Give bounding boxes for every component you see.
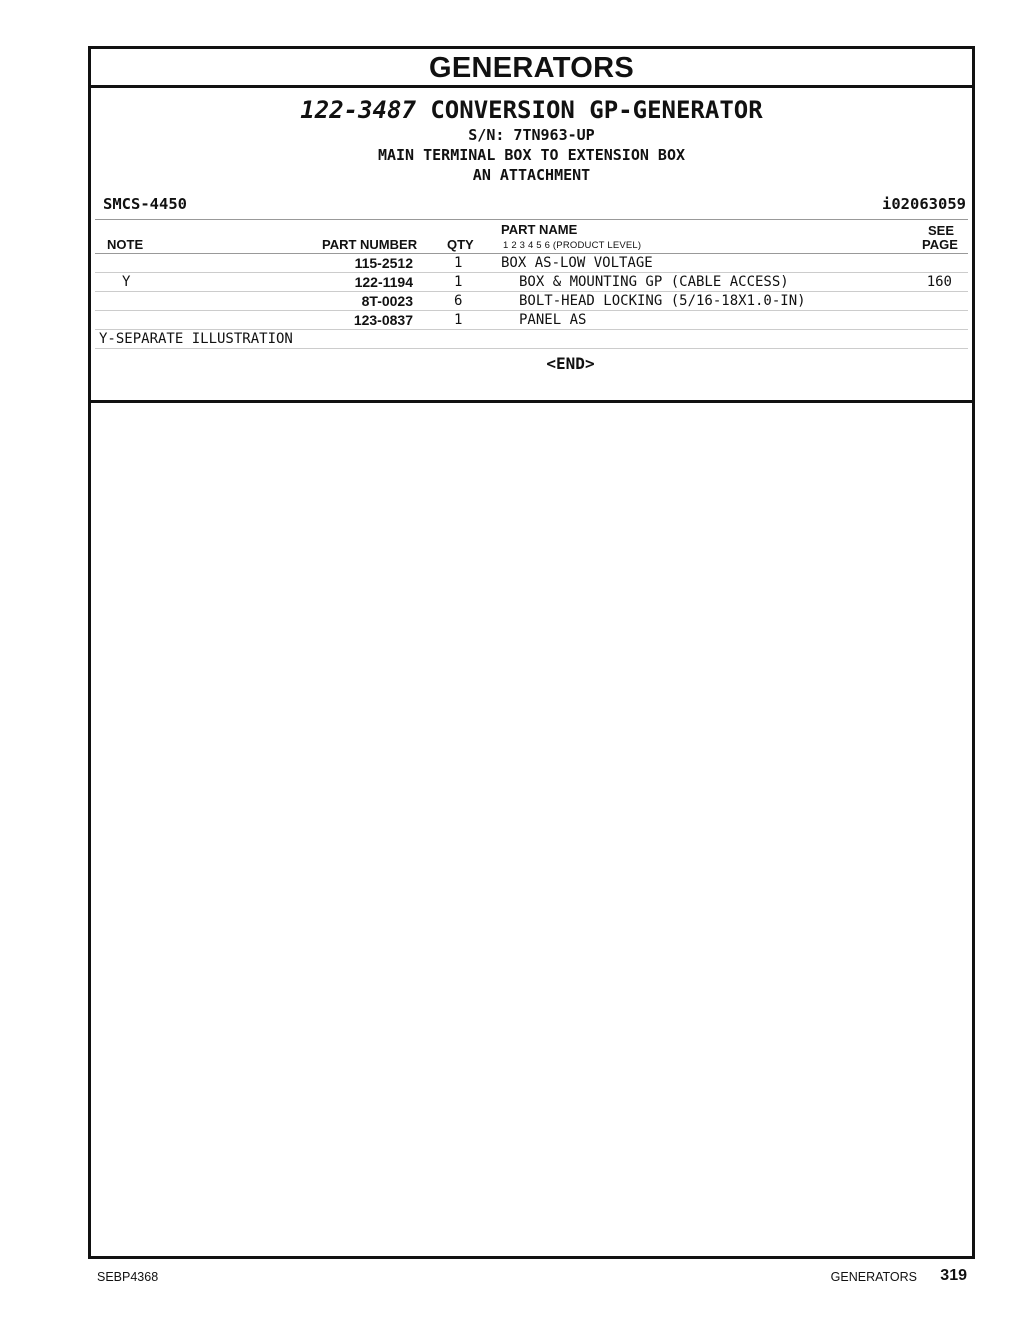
parts-header-block — [91, 95, 972, 403]
footnote-row — [95, 330, 968, 349]
table-row — [95, 311, 968, 330]
row-part-name: PANEL AS — [519, 312, 587, 328]
row-part-number: 123-0837 — [353, 312, 413, 328]
group-heading — [91, 95, 972, 125]
header-note: NOTE — [107, 237, 144, 252]
row-part-name: BOLT-HEAD LOCKING (5/16-18X1.0-IN) — [519, 293, 806, 309]
header-qty: QTY — [447, 237, 474, 252]
section-title: GENERATORS — [91, 49, 972, 88]
row-see-page: 160 — [926, 274, 952, 290]
serial-range: S/N: 7TN963-UP — [468, 126, 595, 144]
document-number: SEBP4368 — [97, 1270, 159, 1284]
end-marker: <END> — [546, 354, 595, 373]
row-part-name: BOX & MOUNTING GP (CABLE ACCESS) — [519, 274, 789, 290]
description-line-2: AN ATTACHMENT — [472, 166, 591, 184]
header-see: SEE — [928, 223, 955, 238]
row-qty: 6 — [454, 293, 463, 309]
table-header — [95, 219, 968, 254]
header-part-name: PART NAME — [501, 222, 578, 237]
row-part-name: BOX AS-LOW VOLTAGE — [501, 255, 653, 271]
row-qty: 1 — [454, 255, 463, 271]
table-row — [95, 254, 968, 273]
group-name: CONVERSION GP-GENERATOR — [430, 96, 763, 124]
table-row — [95, 273, 968, 292]
row-part-number: 122-1194 — [354, 274, 413, 290]
row-part-number: 8T-0023 — [361, 293, 413, 309]
row-qty: 1 — [454, 312, 463, 328]
page-number: 319 — [940, 1267, 967, 1284]
header-page: PAGE — [922, 237, 958, 252]
table-row — [95, 292, 968, 311]
parts-table — [95, 219, 968, 373]
description-line-1: MAIN TERMINAL BOX TO EXTENSION BOX — [377, 146, 686, 164]
page-frame — [88, 46, 975, 1259]
smcs-row — [103, 195, 966, 217]
illustration-id: i02063059 — [882, 195, 966, 213]
row-note: Y — [122, 274, 131, 290]
group-number: 122-3487 — [300, 96, 416, 124]
smcs-code: SMCS-4450 — [103, 195, 187, 213]
page-footer — [97, 1267, 967, 1287]
footnote-text: Y-SEPARATE ILLUSTRATION — [99, 331, 293, 347]
footer-section: GENERATORS — [830, 1270, 917, 1284]
header-product-levels: 1 2 3 4 5 6 (PRODUCT LEVEL) — [503, 240, 642, 251]
row-qty: 1 — [454, 274, 463, 290]
row-part-number: 115-2512 — [354, 255, 413, 271]
header-part-number: PART NUMBER — [322, 237, 418, 252]
